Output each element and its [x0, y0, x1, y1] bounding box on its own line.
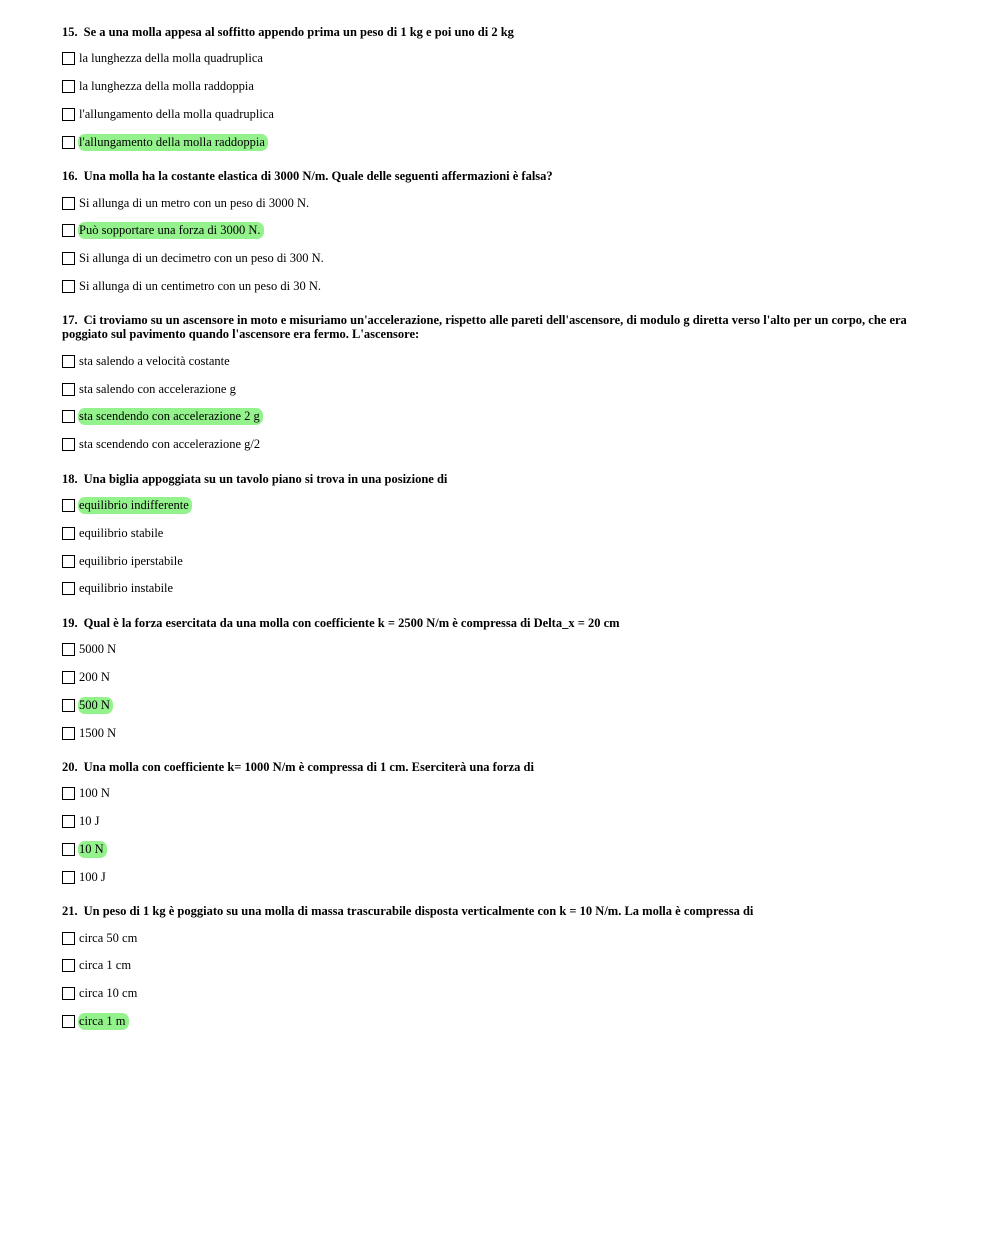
- answer-label-highlighted: 500 N: [78, 697, 113, 714]
- answer-option[interactable]: [62, 636, 942, 664]
- answer-label: 100 J: [79, 869, 106, 884]
- answer-option[interactable]: [62, 719, 942, 747]
- answer-checkbox[interactable]: [62, 1015, 75, 1028]
- answer-option[interactable]: [62, 217, 942, 245]
- question-block: [62, 169, 942, 300]
- answer-option[interactable]: [62, 1008, 942, 1036]
- answer-checkbox[interactable]: [62, 699, 75, 712]
- answer-checkbox[interactable]: [62, 410, 75, 423]
- question-number: 20.: [62, 759, 78, 774]
- answer-checkbox[interactable]: [62, 987, 75, 1000]
- answer-option[interactable]: [62, 808, 942, 836]
- answer-checkbox[interactable]: [62, 671, 75, 684]
- question-block: [62, 616, 942, 747]
- answer-label: sta salendo a velocità costante: [79, 353, 230, 368]
- answer-label: sta scendendo con accelerazione g/2: [79, 437, 261, 452]
- question-prompt: Ci troviamo su un ascensore in moto e misuriamo un'accelerazione, rispetto alle pareti dell'ascensore, di modulo g diretta verso l'alto per un corpo, che era poggiato sul pavimento quando l'ascensore era fermo. L'ascensore:: [62, 313, 907, 342]
- answer-option[interactable]: [62, 128, 942, 156]
- answer-checkbox[interactable]: [62, 108, 75, 121]
- answer-label: la lunghezza della molla raddoppia: [79, 79, 254, 94]
- answer-option[interactable]: [62, 519, 942, 547]
- answer-checkbox[interactable]: [62, 843, 75, 856]
- answer-label: 200 N: [79, 669, 110, 684]
- answer-option[interactable]: [62, 492, 942, 520]
- answer-label: 5000 N: [79, 642, 117, 657]
- answer-label: 1500 N: [79, 725, 117, 740]
- question-prompt: Una molla ha la costante elastica di 3000 N/m. Quale delle seguenti affermazioni è falsa?: [83, 169, 553, 184]
- answer-label-highlighted: circa 1 m: [78, 1013, 129, 1030]
- answer-checkbox[interactable]: [62, 643, 75, 656]
- answer-option[interactable]: [62, 101, 942, 129]
- answer-label: 10 J: [79, 814, 100, 829]
- question-block: [62, 313, 942, 458]
- question-number: 15.: [62, 25, 78, 39]
- answer-label-highlighted: equilibrio indifferente: [78, 497, 192, 514]
- question-block: [62, 904, 942, 1035]
- answer-checkbox[interactable]: [62, 252, 75, 265]
- question-block: [62, 760, 942, 891]
- answer-checkbox[interactable]: [62, 438, 75, 451]
- answer-checkbox[interactable]: [62, 959, 75, 972]
- question-text: [62, 25, 942, 39]
- answer-checkbox[interactable]: [62, 871, 75, 884]
- answer-option[interactable]: [62, 45, 942, 73]
- answer-label-highlighted: Può sopportare una forza di 3000 N.: [78, 222, 264, 239]
- answer-label: circa 50 cm: [79, 930, 138, 945]
- answer-option[interactable]: [62, 73, 942, 101]
- question-number: 21.: [62, 904, 78, 919]
- question-text: [62, 472, 942, 486]
- answer-option[interactable]: [62, 952, 942, 980]
- answer-label: Si allunga di un decimetro con un peso di 300 N.: [79, 251, 324, 266]
- answer-option[interactable]: [62, 403, 942, 431]
- answer-option[interactable]: [62, 980, 942, 1008]
- answer-checkbox[interactable]: [62, 582, 75, 595]
- answer-checkbox[interactable]: [62, 280, 75, 293]
- answer-option[interactable]: [62, 273, 942, 301]
- answer-option[interactable]: [62, 245, 942, 273]
- answer-label: l'allungamento della molla quadruplica: [79, 106, 274, 121]
- answer-checkbox[interactable]: [62, 355, 75, 368]
- answer-label: circa 10 cm: [79, 986, 138, 1001]
- question-block: [62, 472, 942, 603]
- answer-option[interactable]: [62, 664, 942, 692]
- answer-label: sta salendo con accelerazione g: [79, 381, 236, 396]
- answer-checkbox[interactable]: [62, 224, 75, 237]
- answer-option[interactable]: [62, 189, 942, 217]
- question-text: [62, 169, 942, 183]
- answer-checkbox[interactable]: [62, 52, 75, 65]
- question-text: [62, 616, 942, 630]
- question-prompt: Una molla con coefficiente k= 1000 N/m è compressa di 1 cm. Eserciterà una forza di: [83, 759, 534, 774]
- answer-option[interactable]: [62, 347, 942, 375]
- quiz-page: [62, 25, 942, 1048]
- answer-label: circa 1 cm: [79, 958, 132, 973]
- answer-label: Si allunga di un centimetro con un peso di 30 N.: [79, 278, 321, 293]
- answer-label: Si allunga di un metro con un peso di 3000 N.: [79, 195, 310, 210]
- answer-checkbox[interactable]: [62, 815, 75, 828]
- answer-option[interactable]: [62, 836, 942, 864]
- answer-checkbox[interactable]: [62, 555, 75, 568]
- answer-checkbox[interactable]: [62, 136, 75, 149]
- question-number: 16.: [62, 169, 78, 184]
- answer-option[interactable]: [62, 547, 942, 575]
- answer-label-highlighted: l'allungamento della molla raddoppia: [78, 134, 268, 151]
- answer-label-highlighted: sta scendendo con accelerazione 2 g: [78, 408, 263, 425]
- answer-checkbox[interactable]: [62, 527, 75, 540]
- answer-label-highlighted: 10 N: [78, 841, 107, 858]
- answer-checkbox[interactable]: [62, 932, 75, 945]
- answer-option[interactable]: [62, 375, 942, 403]
- question-prompt: Qual è la forza esercitata da una molla con coefficiente k = 2500 N/m è compressa di Delta_x = 20 cm: [83, 615, 620, 630]
- answer-label: equilibrio instabile: [79, 581, 174, 596]
- question-prompt: Se a una molla appesa al soffitto appendo prima un peso di 1 kg e poi uno di 2 kg: [83, 25, 514, 39]
- question-prompt: Un peso di 1 kg è poggiato su una molla di massa trascurabile disposta verticalmente con k = 10 N/m. La molla è compressa di: [83, 904, 754, 919]
- answer-option[interactable]: [62, 863, 942, 891]
- answer-option[interactable]: [62, 575, 942, 603]
- answer-label: equilibrio iperstabile: [79, 553, 183, 568]
- answer-checkbox[interactable]: [62, 383, 75, 396]
- answer-label: la lunghezza della molla quadruplica: [79, 51, 263, 66]
- answer-checkbox[interactable]: [62, 80, 75, 93]
- answer-option[interactable]: [62, 431, 942, 459]
- answer-option[interactable]: [62, 780, 942, 808]
- question-text: [62, 313, 942, 341]
- question-number: 18.: [62, 471, 78, 486]
- answer-label: equilibrio stabile: [79, 525, 164, 540]
- answer-checkbox[interactable]: [62, 787, 75, 800]
- answer-checkbox[interactable]: [62, 727, 75, 740]
- answer-label: 100 N: [79, 786, 110, 801]
- answer-option[interactable]: [62, 691, 942, 719]
- question-prompt: Una biglia appoggiata su un tavolo piano si trova in una posizione di: [83, 471, 448, 486]
- answer-checkbox[interactable]: [62, 499, 75, 512]
- question-number: 17.: [62, 313, 78, 328]
- question-number: 19.: [62, 615, 78, 630]
- answer-option[interactable]: [62, 924, 942, 952]
- question-text: [62, 760, 942, 774]
- question-text: [62, 904, 942, 918]
- answer-checkbox[interactable]: [62, 197, 75, 210]
- question-block: [62, 25, 942, 156]
